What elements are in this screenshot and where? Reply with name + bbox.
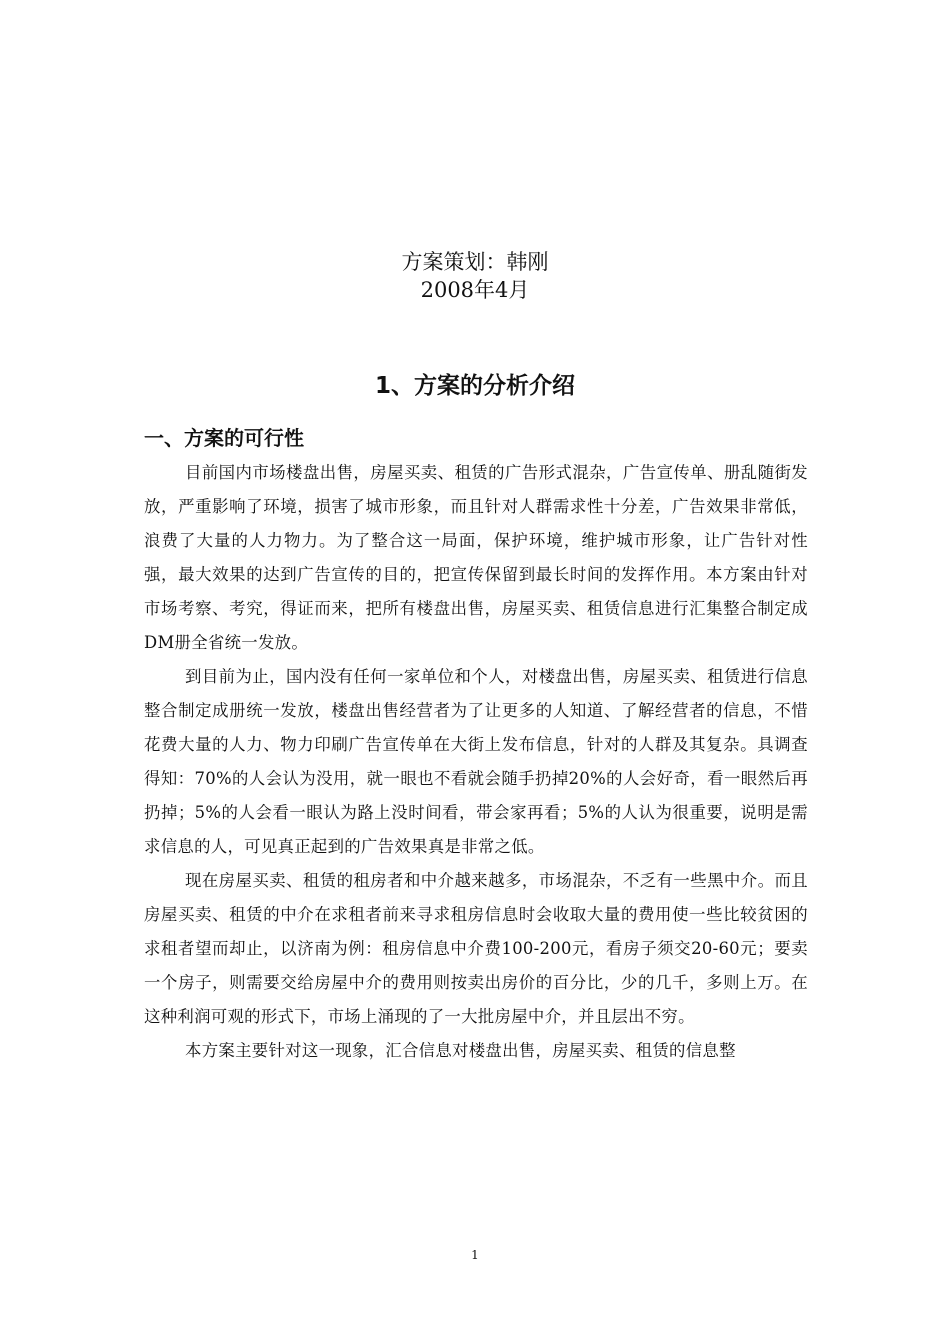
date-line: 2008年4月 xyxy=(420,278,530,302)
planner-line: 方案策划：韩刚 xyxy=(401,250,549,274)
paragraph-2: 到目前为止，国内没有任何一家单位和个人，对楼盘出售，房屋买卖、租赁进行信息整合制定成册统一发放，楼盘出售经营者为了让更多的人知道、了解经营者的信息，不惜花费大量的人力、物力印刷广告宣传单在大街上发布信息，针对的人群及其复杂。具调查得知：70%的人会认为没用，就一眼也不看就会随手扔掉20%的人会好奇，看一眼然后再扔掉；5%的人会看一眼认为路上没时间看，带会家再看；5%的人认为很重要，说明是需求信息的人，可见真正起到的广告效果真是非常之低。 xyxy=(144,667,808,856)
body-text xyxy=(144,456,808,1068)
paragraph-3: 现在房屋买卖、租赁的租房者和中介越来越多，市场混杂，不乏有一些黑中介。而且房屋买卖、租赁的中介在求租者前来寻求租房信息时会收取大量的费用使一些比较贫困的求租者望而却止，以济南为例：租房信息中介费100-200元，看房子须交20-60元；要卖一个房子，则需要交给房屋中介的费用则按卖出房价的百分比，少的几千，多则上万。在这种利润可观的形式下，市场上涌现的了一大批房屋中介，并且层出不穷。 xyxy=(144,871,808,1026)
cover-block xyxy=(0,248,950,304)
page-number: 1 xyxy=(471,1248,479,1262)
chapter-title: 1、方案的分析介绍 xyxy=(374,373,575,399)
paragraph-4: 本方案主要针对这一现象，汇合信息对楼盘出售，房屋买卖、租赁的信息整 xyxy=(185,1041,736,1060)
section-heading: 一、方案的可行性 xyxy=(144,426,304,450)
paragraph-1: 目前国内市场楼盘出售，房屋买卖、租赁的广告形式混杂，广告宣传单、册乱随街发放，严重影响了环境，损害了城市形象，而且针对人群需求性十分差，广告效果非常低，浪费了大量的人力物力。为了整合这一局面，保护环境，维护城市形象，让广告针对性强，最大效果的达到广告宣传的目的，把宣传保留到最长时间的发挥作用。本方案由针对市场考察、考究，得证而来，把所有楼盘出售，房屋买卖、租赁信息进行汇集整合制定成DM册全省统一发放。 xyxy=(144,463,808,652)
